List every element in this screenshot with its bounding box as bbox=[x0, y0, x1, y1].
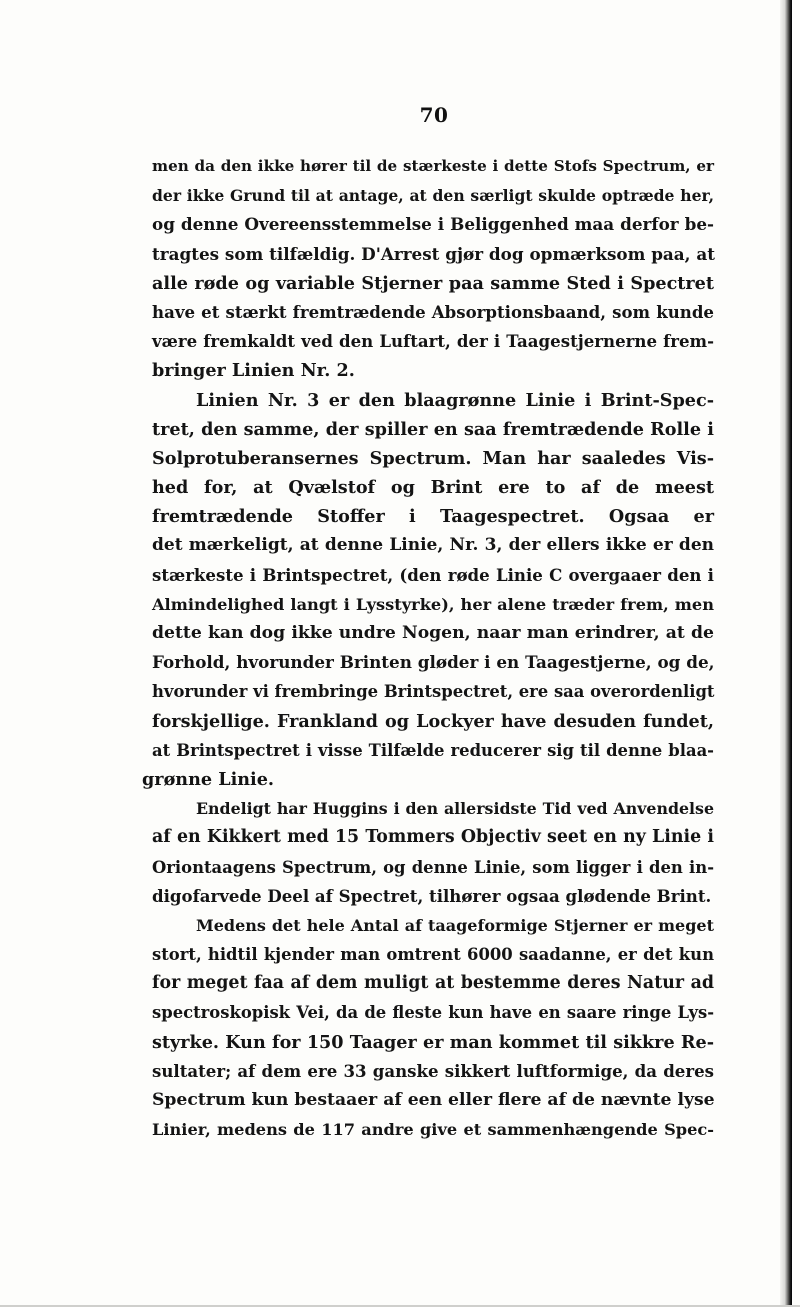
paragraph-start-line: Medens det hele Antal af taageformige Stjerner er meget bbox=[196, 915, 714, 935]
paragraph-start-line: Endeligt har Huggins i den allersidste Tid ved Anvendelse bbox=[196, 799, 714, 819]
text-line: at Brintspectret i visse Tilfælde reducerer sig til denne blaa- bbox=[152, 740, 714, 760]
text-line: Spectrum kun bestaaer af een eller flere af de nævnte lyse bbox=[152, 1090, 715, 1110]
text-line: hed for, at Qvælstof og Brint ere to af de meest bbox=[152, 477, 714, 499]
text-line: Almindelighed langt i Lysstyrke), her alene træder frem, men bbox=[152, 594, 714, 614]
text-line: Oriontaagens Spectrum, og denne Linie, som ligger i den in- bbox=[152, 857, 714, 877]
body-text bbox=[142, 152, 715, 1144]
text-line: af en Kikkert med 15 Tommers Objectiv seet en ny Linie i bbox=[152, 827, 714, 848]
text-line: dette kan dog ikke undre Nogen, naar man erindrer, at de bbox=[152, 623, 714, 643]
text-line: for meget faa af dem muligt at bestemme deres Natur ad bbox=[152, 973, 714, 994]
text-line: styrke. Kun for 150 Taager er man kommet til sikkre Re- bbox=[152, 1031, 714, 1053]
text-line: være fremkaldt ved den Luftart, der i Taagestjernerne frem- bbox=[152, 331, 714, 352]
paragraph-start-line: Linien Nr. 3 er den blaagrønne Linie i Brint-Spec- bbox=[196, 389, 714, 411]
text-line: Linier, medens de 117 andre give et sammenhængende Spec- bbox=[152, 1120, 714, 1140]
text-line: grønne Linie. bbox=[142, 768, 275, 790]
text-line: sultater; af dem ere 33 ganske sikkert luftformige, da deres bbox=[152, 1060, 714, 1081]
text-line: have et stærkt fremtrædende Absorptionsbaand, som kunde bbox=[152, 301, 714, 322]
text-line: tragtes som tilfældig. D'Arrest gjør dog opmærksom paa, at bbox=[152, 243, 715, 264]
text-line: der ikke Grund til at antage, at den særligt skulde optræde her, bbox=[152, 186, 714, 206]
text-line: alle røde og variable Stjerner paa samme Sted i Spectret bbox=[152, 272, 714, 294]
text-line: bringer Linien Nr. 2. bbox=[152, 360, 355, 382]
text-line: stort, hidtil kjender man omtrent 6000 saadanne, er det kun bbox=[152, 945, 714, 965]
text-line: men da den ikke hører til de stærkeste i dette Stofs Spectrum, er bbox=[152, 157, 714, 175]
scan-border-right bbox=[780, 0, 792, 1307]
text-line: hvorunder vi frembringe Brintspectret, ere saa overordenligt bbox=[152, 682, 715, 702]
text-line: Forhold, hvorunder Brinten gløder i en Taagestjerne, og de, bbox=[152, 652, 715, 673]
text-line: forskjellige. Frankland og Lockyer have desuden fundet, bbox=[152, 710, 714, 732]
text-line: Solprotuberansernes Spectrum. Man har saaledes Vis- bbox=[152, 447, 714, 469]
text-line: tret, den samme, der spiller en saa fremtrædende Rolle i bbox=[152, 418, 714, 440]
text-line: spectroskopisk Vei, da de fleste kun have en saare ringe Lys- bbox=[152, 1003, 714, 1023]
text-line: fremtrædende Stoffer i Taagespectret. Ogsaa er bbox=[152, 506, 714, 528]
page-number: 70 bbox=[419, 103, 449, 127]
text-line: stærkeste i Brintspectret, (den røde Linie C overgaaer den i bbox=[152, 564, 714, 585]
text-line: digofarvede Deel af Spectret, tilhører ogsaa glødende Brint. bbox=[152, 885, 712, 906]
text-line: det mærkeligt, at denne Linie, Nr. 3, der ellers ikke er den bbox=[152, 535, 714, 556]
text-line: og denne Overeensstemmelse i Beliggenhed maa derfor be- bbox=[152, 214, 714, 235]
